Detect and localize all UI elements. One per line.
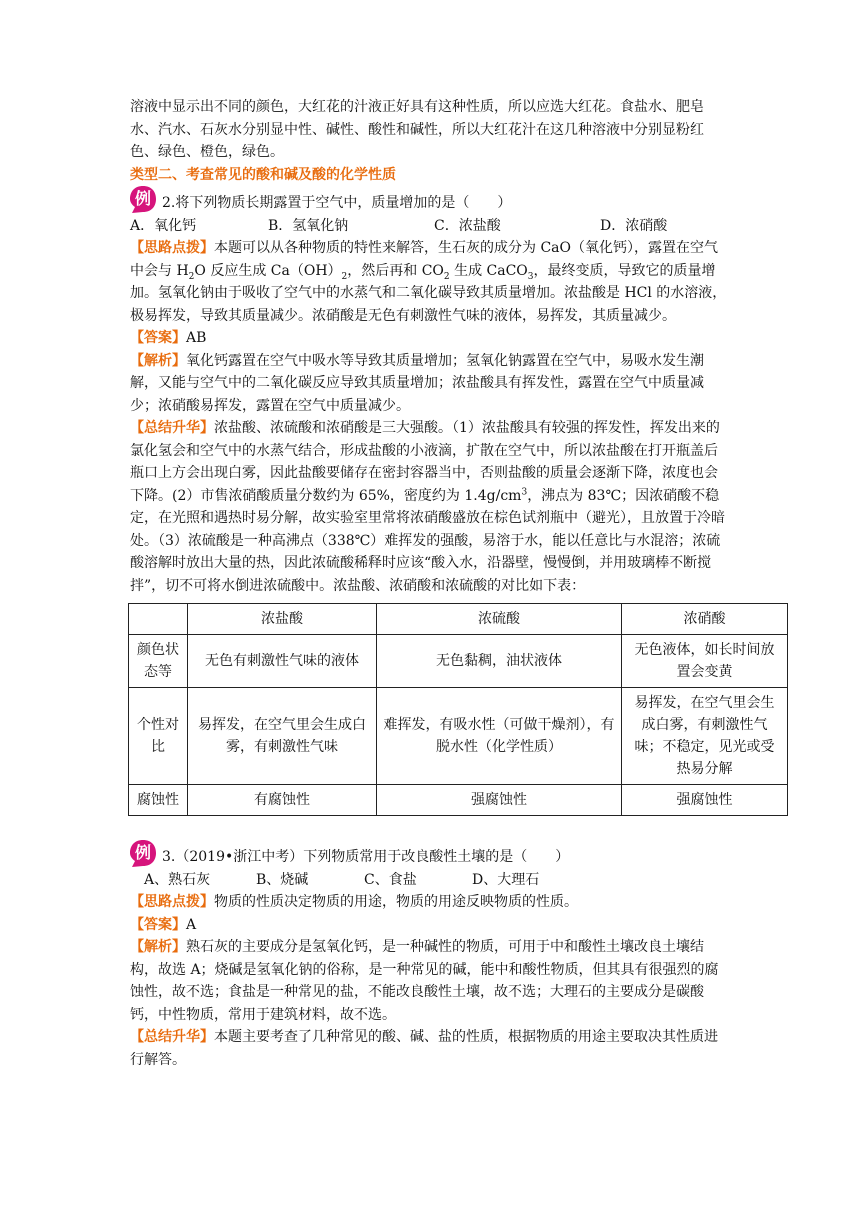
example-2-analysis: 【解析】氧化钙露置在空气中吸水等导致其质量增加；氢氧化钠露置在空气中，易吸水发生潮解，又能与空气中的二氧化碳反应导致其质量增加；浓盐酸具有挥发性，露置在空气中质量减少；浓硝酸易挥发，露置在空气中质量减少。 xyxy=(130,352,704,414)
example-3-question-row xyxy=(130,843,730,869)
summary-tag: 【总结升华】 xyxy=(130,420,214,436)
section-title: 类型二、考查常见的酸和碱及酸的化学性质 xyxy=(130,166,396,183)
option-b: B．氢氧化钠 xyxy=(268,217,349,234)
hint-tag: 【思路点拨】 xyxy=(130,894,214,910)
table-cell: 强腐蚀性 xyxy=(622,785,788,816)
acid-comparison-table xyxy=(128,603,788,816)
table-header-cell xyxy=(129,604,188,635)
analysis-tag: 【解析】 xyxy=(130,939,186,955)
table-cell: 易挥发，在空气里会生成白雾，有刺激性气味 xyxy=(188,688,377,785)
table-header-cell: 浓盐酸 xyxy=(188,604,377,635)
table-cell: 无色黏稠，油状液体 xyxy=(377,635,622,688)
option-a: A．氧化钙 xyxy=(130,217,197,234)
summary-tag: 【总结升华】 xyxy=(130,1029,214,1045)
answer-tag: 【答案】 xyxy=(130,330,186,346)
table-cell: 无色有刺激性气味的液体 xyxy=(188,635,377,688)
table-row xyxy=(129,785,788,816)
table-cell: 无色液体，如长时间放置会变黄 xyxy=(622,635,788,688)
table-row xyxy=(129,635,788,688)
hint-tag: 【思路点拨】 xyxy=(130,240,214,256)
example-2-question-row xyxy=(130,189,730,215)
example-2-summary: 【总结升华】浓盐酸、浓硫酸和浓硝酸是三大强酸。（1）浓盐酸具有较强的挥发性，挥发出来的氯化氢会和空气中的水蒸气结合，形成盐酸的小液滴，扩散在空气中，所以浓盐酸在打开瓶盖后瓶口上方会出现白雾，因此盐酸要储存在密封容器当中，否则盐酸的质量会逐渐下降，浓度也会下降。(2）市售浓硝酸质量分数约为 65%，密度约为 $1.4g/cm^3$，沸点为 83℃；因浓硝酸不稳定，在光照和遇热时易分解，故实验室里常将浓硝酸盛放在棕色试剂瓶中（避光），且放置于冷暗处。（3）浓硫酸是一种高沸点（338℃）难挥发的强酸，易溶于水，能以任意比与水混溶；浓硫酸溶解时放出大量的热，因此浓硫酸稀释时应该“酸入水，沿器壁，慢慢倒，并用玻璃棒不断搅拌”，切不可将水倒进浓硫酸中。浓盐酸、浓硝酸和浓硫酸的对比如下表： xyxy=(130,420,725,594)
option-c: C、食盐 xyxy=(364,871,417,888)
table-cell: 有腐蚀性 xyxy=(188,785,377,816)
example-2-hint: 【思路点拨】本题可以从各种物质的特性来解答，生石灰的成分为 CaO（氧化钙），露置在空气中会与 $H_2O$ 反应生成 $Ca(OH)_2$，然后再和 $CO_2$ 生成 CaCO$_3$，最终变质，导致它的质量增加。氢氧化钠由于吸收了空气中的水蒸气和二氧化碳导致其质量增加。浓盐酸是 HCl 的水溶液，极易挥发，导致其质量减少。浓硝酸是无色有刺激性气味的液体，易挥发，其质量减少。 xyxy=(130,240,727,324)
analysis-tag: 【解析】 xyxy=(130,352,186,369)
example-2-options xyxy=(130,215,730,238)
table-cell: 强腐蚀性 xyxy=(377,785,622,816)
table-header-cell: 浓硝酸 xyxy=(622,604,788,635)
example-2-answer: 【答案】AB xyxy=(130,330,207,346)
example-3-hint: 【思路点拨】物质的性质决定物质的用途，物质的用途反映物质的性质。 xyxy=(130,894,578,910)
table-header-row xyxy=(129,604,788,635)
intro-paragraph: 溶液中显示出不同的颜色，大红花的汁液正好具有这种性质，所以应选大红花。食盐水、肥皂水、汽水、石灰水分别显中性、碱性、酸性和碱性，所以大红花汁在这几种溶液中分别显粉红色、绿色、橙色，绿色。 xyxy=(130,99,704,160)
option-d: D．浓硝酸 xyxy=(600,217,668,234)
document-page xyxy=(130,96,775,1071)
table-cell: 腐蚀性 xyxy=(129,785,188,816)
option-a: A、熟石灰 xyxy=(144,871,211,888)
answer-tag: 【答案】 xyxy=(130,916,186,933)
example-3-options xyxy=(130,869,730,892)
table-header-cell: 浓硫酸 xyxy=(377,604,622,635)
table-cell: 难挥发，有吸水性（可做干燥剂），有脱水性（化学性质） xyxy=(377,688,622,785)
example-3-question: 3.（2019•浙江中考）下列物质常用于改良酸性土壤的是（ ） xyxy=(162,849,570,865)
example-3-summary: 【总结升华】本题主要考查了几种常见的酸、碱、盐的性质，根据物质的用途主要取决其性质进行解答。 xyxy=(130,1029,718,1068)
option-d: D、大理石 xyxy=(472,871,540,888)
table-row xyxy=(129,688,788,785)
table-cell: 易挥发，在空气里会生成白雾，有刺激性气味；不稳定，见光或受热易分解 xyxy=(622,688,788,785)
option-c: C．浓盐酸 xyxy=(434,217,501,234)
option-b: B、烧碱 xyxy=(256,871,309,888)
example-2-question: 2.将下列物质长期露置于空气中，质量增加的是（ ） xyxy=(162,195,512,211)
example-badge-label: 例 xyxy=(134,843,151,862)
table-cell: 颜色状态等 xyxy=(129,635,188,688)
table-cell: 个性对比 xyxy=(129,688,188,785)
example-3-analysis: 【解析】熟石灰的主要成分是氢氧化钙，是一种碱性的物质，可用于中和酸性土壤改良土壤结构，故选 A；烧碱是氢氧化钠的俗称，是一种常见的碱，能中和酸性物质，但其具有很强烈的腐蚀性，故不选；食盐是一种常见的盐，不能改良酸性土壤，故不选；大理石的主要成分是碳酸钙，中性物质，常用于建筑材料，故不选。 xyxy=(130,939,719,1023)
example-badge-icon xyxy=(128,838,158,868)
example-badge-icon xyxy=(128,184,158,214)
example-badge-label: 例 xyxy=(134,189,151,208)
example-3-answer: 【答案】A xyxy=(130,916,197,933)
